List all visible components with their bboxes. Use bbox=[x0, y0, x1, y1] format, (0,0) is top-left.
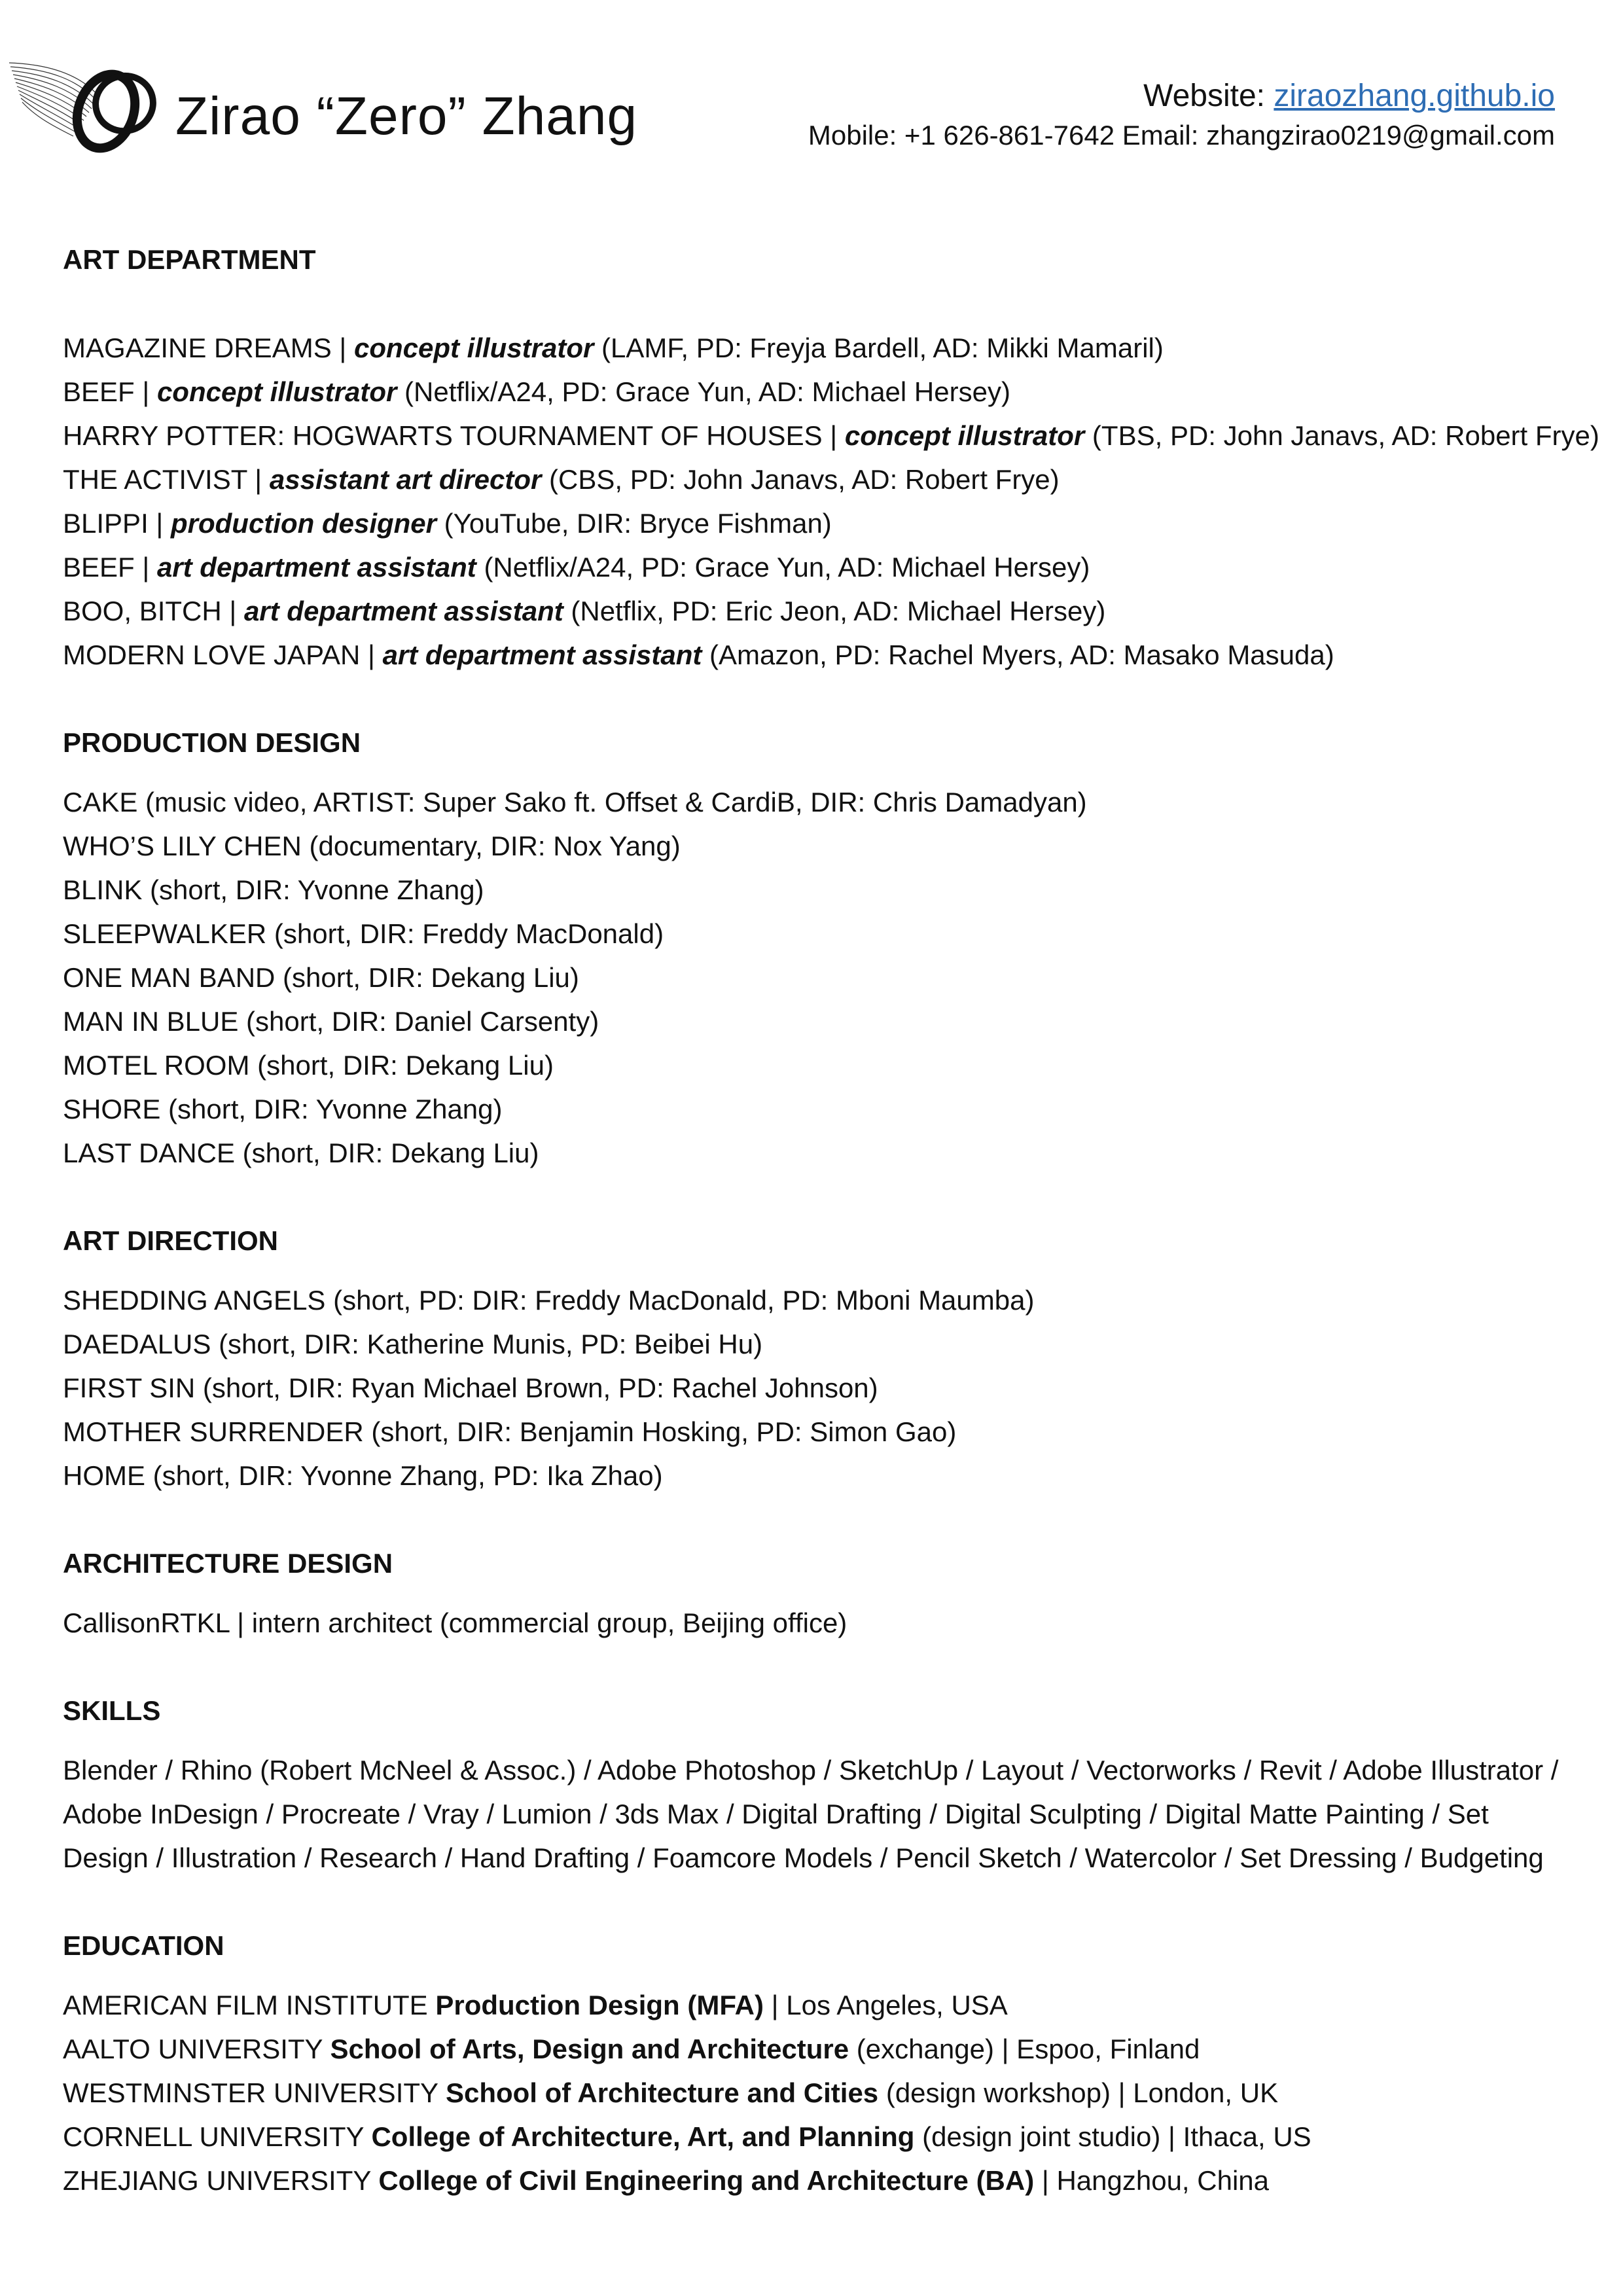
list-item: MAGAZINE DREAMS | concept illustrator (LAMF, PD: Freyja Bardell, AD: Mikki Mamaril) bbox=[63, 332, 1164, 363]
education-section bbox=[63, 1923, 1561, 2202]
list-item: SHORE (short, DIR: Yvonne Zhang) bbox=[63, 1094, 503, 1124]
list-item: MODERN LOVE JAPAN | art department assistant (Amazon, PD: Rachel Myers, AD: Masako Masuda) bbox=[63, 639, 1334, 670]
list-item: CallisonRTKL | intern architect (commercial group, Beijing office) bbox=[63, 1607, 847, 1638]
art-department-section bbox=[63, 237, 1599, 677]
contact-block bbox=[808, 76, 1555, 154]
architecture-design-section bbox=[63, 1541, 1561, 1645]
list-item: THE ACTIVIST | assistant art director (CBS, PD: John Janavs, AD: Robert Frye) bbox=[63, 464, 1060, 495]
section-title: ART DEPARTMENT bbox=[63, 244, 316, 275]
list-item: BEEF | concept illustrator (Netflix/A24, PD: Grace Yun, AD: Michael Hersey) bbox=[63, 376, 1010, 407]
section-title: EDUCATION bbox=[63, 1930, 224, 1961]
list-item: HOME (short, DIR: Yvonne Zhang, PD: Ika Zhao) bbox=[63, 1460, 663, 1491]
section-title: ART DIRECTION bbox=[63, 1225, 278, 1256]
section-title: PRODUCTION DESIGN bbox=[63, 727, 361, 758]
applicant-name: Zirao “Zero” Zhang bbox=[175, 86, 638, 146]
list-item: MAN IN BLUE (short, DIR: Daniel Carsenty) bbox=[63, 1006, 599, 1037]
skills-list: Blender / Rhino (Robert McNeel & Assoc.) / Adobe Photoshop / SketchUp / Layout / Vectorworks / Revit / Adobe Illustrator / Adobe InDesign / Procreate / Vray / Lumion / 3ds Max / Digital Drafting / Digital Sculpting / Digital Matte Painting / Set Design / Illustration / Research / Hand Drafting / Foamcore Models / Pencil Sketch / Watercolor / Set Dressing / Budgeting bbox=[63, 1755, 1559, 1873]
section-title: ARCHITECTURE DESIGN bbox=[63, 1548, 393, 1579]
production-design-section bbox=[63, 720, 1561, 1175]
list-item: BLINK (short, DIR: Yvonne Zhang) bbox=[63, 874, 484, 905]
list-item: AALTO UNIVERSITY School of Arts, Design and Architecture (exchange) | Espoo, Finland bbox=[63, 2034, 1200, 2064]
list-item: WESTMINSTER UNIVERSITY School of Architecture and Cities (design workshop) | London, UK bbox=[63, 2077, 1279, 2108]
list-item: FIRST SIN (short, DIR: Ryan Michael Brown, PD: Rachel Johnson) bbox=[63, 1372, 878, 1403]
website-link[interactable]: ziraozhang.github.io bbox=[1274, 79, 1555, 113]
list-item: CORNELL UNIVERSITY College of Architecture, Art, and Planning (design joint studio) | Ithaca, US bbox=[63, 2121, 1311, 2152]
logo-icon bbox=[8, 58, 165, 156]
list-item: BLIPPI | production designer (YouTube, DIR: Bryce Fishman) bbox=[63, 508, 832, 539]
list-item: WHO’S LILY CHEN (documentary, DIR: Nox Yang) bbox=[63, 831, 681, 861]
list-item: SHEDDING ANGELS (short, PD: DIR: Freddy MacDonald, PD: Mboni Maumba) bbox=[63, 1285, 1035, 1316]
list-item: CAKE (music video, ARTIST: Super Sako ft. Offset & CardiB, DIR: Chris Damadyan) bbox=[63, 787, 1087, 817]
contact-line: Mobile: +1 626-861-7642 Email: zhangzirao0219@gmail.com bbox=[808, 120, 1555, 151]
section-title: SKILLS bbox=[63, 1695, 161, 1726]
list-item: AMERICAN FILM INSTITUTE Production Design (MFA) | Los Angeles, USA bbox=[63, 1990, 1008, 2020]
skills-section bbox=[63, 1688, 1561, 1880]
list-item: BOO, BITCH | art department assistant (Netflix, PD: Eric Jeon, AD: Michael Hersey) bbox=[63, 596, 1106, 626]
list-item: ONE MAN BAND (short, DIR: Dekang Liu) bbox=[63, 962, 579, 993]
list-item: MOTHER SURRENDER (short, DIR: Benjamin Hosking, PD: Simon Gao) bbox=[63, 1416, 957, 1447]
resume-content bbox=[63, 237, 1599, 2246]
list-item: DAEDALUS (short, DIR: Katherine Munis, PD: Beibei Hu) bbox=[63, 1329, 763, 1359]
list-item: LAST DANCE (short, DIR: Dekang Liu) bbox=[63, 1138, 539, 1168]
list-item: SLEEPWALKER (short, DIR: Freddy MacDonald) bbox=[63, 918, 664, 949]
website-label: Website: bbox=[1143, 79, 1274, 113]
list-item: HARRY POTTER: HOGWARTS TOURNAMENT OF HOUSES | concept illustrator (TBS, PD: John Janavs, AD: Robert Frye) bbox=[63, 420, 1599, 451]
list-item: ZHEJIANG UNIVERSITY College of Civil Engineering and Architecture (BA) | Hangzhou, China bbox=[63, 2165, 1270, 2196]
list-item: BEEF | art department assistant (Netflix/A24, PD: Grace Yun, AD: Michael Hersey) bbox=[63, 552, 1090, 583]
list-item: MOTEL ROOM (short, DIR: Dekang Liu) bbox=[63, 1050, 554, 1081]
website-line bbox=[808, 76, 1555, 117]
art-direction-section bbox=[63, 1218, 1561, 1498]
